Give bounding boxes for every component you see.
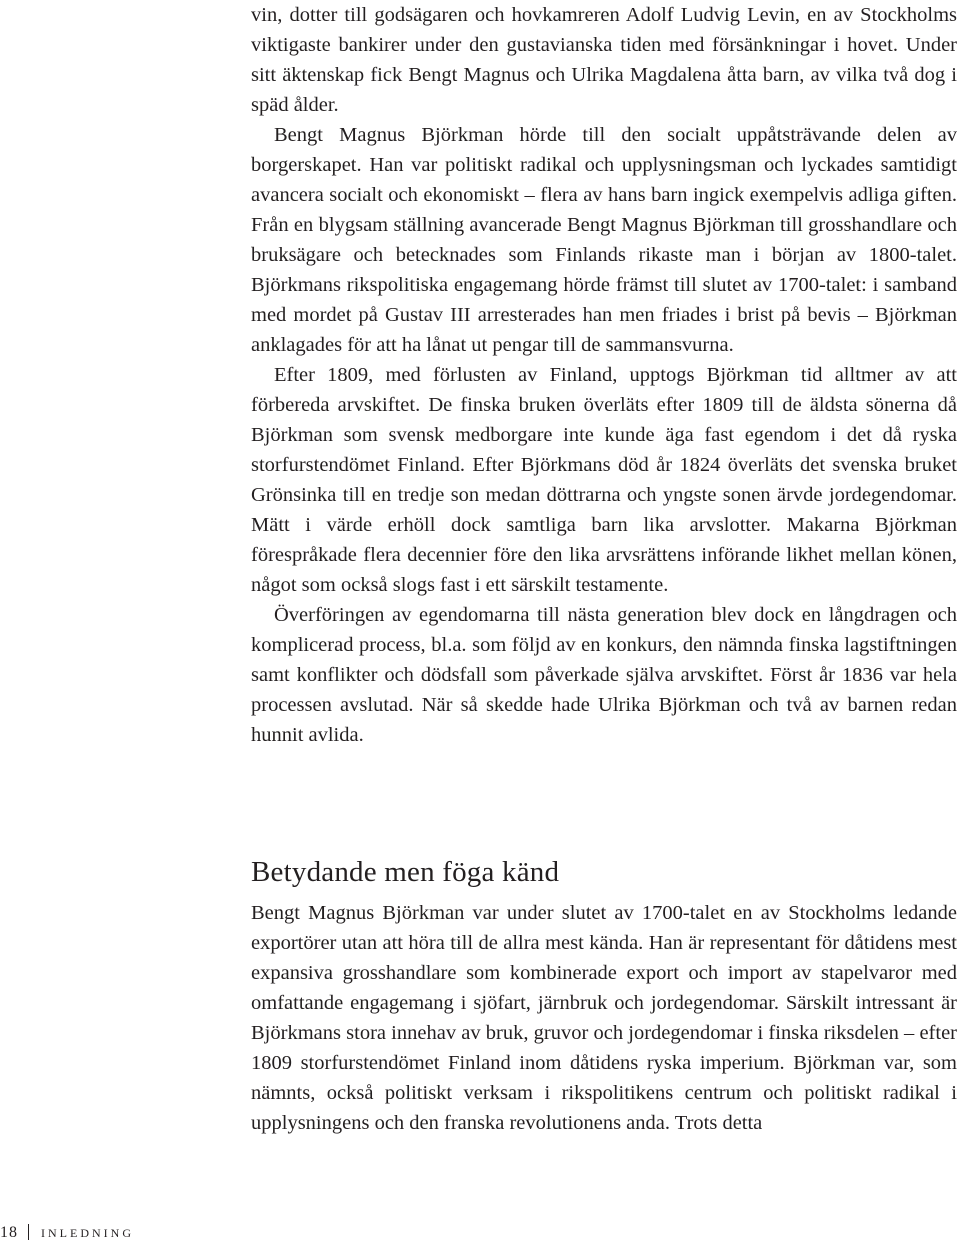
body-paragraph-1: vin, dotter till godsägaren och hovkamreren Adolf Ludvig Levin, en av Stockholms viktigaste bankirer under den gustavianska tiden med försänkningar i hovet. Under sitt äktenskap fick Bengt Magnus och Ulrika Magdalena åtta barn, av vilka två dog i späd ålder. [251, 4, 957, 116]
body-paragraph-2: Bengt Magnus Björkman hörde till den socialt uppåtsträvande delen av borgerskapet. Han var politiskt radikal och upplysningsman och lyckades samtidigt avancera socialt och ekonomiskt – flera av hans barn ingick exempelvis adliga giften. Från en blygsam ställning avancerade Bengt Magnus Björkman till grosshandlare och bruksägare och betecknades som Finlands rikaste man i början av 1800-talet. Björkmans rikspolitiska engagemang hörde främst till slutet av 1700-talet: i samband med mordet på Gustav III arresterades han men friades i brist på bevis – Björkman anklagades för att ha lånat ut pengar till de sammansvurna. [251, 124, 957, 356]
section-paragraph: Bengt Magnus Björkman var under slutet av 1700-talet en av Stockholms ledande exportörer utan att höra till de allra mest kända. Han är representant för dåtidens mest expansiva grosshandlare som kombinerade export och import av stapelvaror med omfattande engagemang i sjöfart, järnbruk och jordegendomar. Särskilt intressant är Björkmans stora innehav av bruk, gruvor och jordegendomar i finska riksdelen – efter 1809 storfurstendömet Finland inom dåtidens ryska imperium. Björkman var, som nämnts, också politiskt verksam i rikspolitikens centrum och politiskt radikal i upplysningens och den franska revolutionens anda. Trots detta [251, 902, 957, 1134]
page-number: 18 [0, 1224, 18, 1241]
section-heading: Betydande men föga känd [251, 856, 560, 888]
section-body [251, 898, 957, 1138]
body-paragraph-3: Efter 1809, med förlusten av Finland, upptogs Björkman tid alltmer av att förbereda arvskiftet. De finska bruken överläts efter 1809 till de äldsta sönerna då Björkman som svensk medborgare inte kunde äga fast egendom i det då ryska storfurstendömet Finland. Efter Björkmans död år 1824 överläts det svenska bruket Grönsinka till en tredje son medan döttrarna och yngste sonen ärvde jordegendomar. Mätt i värde erhöll dock samtliga barn lika arvslotter. Makarna Björkman förespråkade flera decennier före den lika arvsrättens införande likhet mellan könen, något som också slogs fast i ett särskilt testamente. [251, 364, 957, 596]
footer-separator [28, 1224, 29, 1240]
body-paragraph-4: Överföringen av egendomarna till nästa generation blev dock en långdragen och komplicerad process, bl.a. som följd av en konkurs, den nämnda finska lagstiftningen samt konflikter och dödsfall som påverkade själva arvskiftet. Först år 1836 var hela processen avslutad. När så skedde hade Ulrika Björkman och två av barnen redan hunnit avlida. [251, 604, 957, 746]
page-footer [0, 1222, 134, 1242]
running-head: inledning [41, 1222, 134, 1241]
main-text-column [251, 0, 957, 750]
